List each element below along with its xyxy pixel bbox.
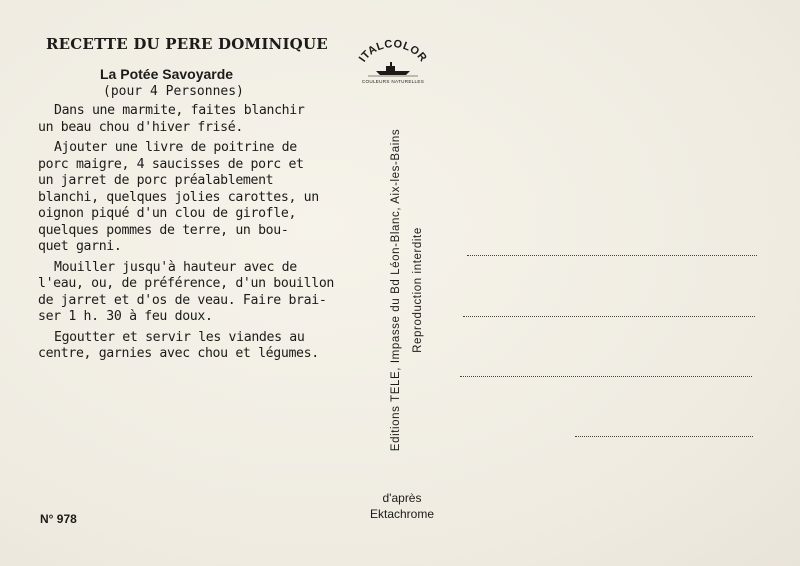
photo-credit-line: Ektachrome [369,507,435,521]
svg-text:ITALCOLOR [357,38,429,64]
recipe-servings: (pour 4 Personnes) [103,84,244,99]
recipe-paragraph: Dans une marmite, faites blanchir un beau chou d'hiver frisé. [38,103,305,135]
recipe-paragraph: Mouiller jusqu'à hauteur avec de l'eau, ou, de préférence, d'un bouillon de jarret et d'os de veau. Faire brai- ser 1 h. 30 à feu doux. [38,259,334,324]
publisher-info [368,100,448,480]
ship-icon [368,62,418,76]
recipe-header: RECETTE DU PERE DOMINIQUE [46,35,328,53]
address-line [575,436,753,437]
recipe-title: La Potée Savoyarde [100,66,234,82]
address-line [460,376,752,377]
italcolor-logo [340,32,446,86]
publisher-address: Editions TELE, Impasse du Bd Léon-Blanc, Aix-les-Bains [390,128,402,452]
reproduction-notice: Reproduction interdite [412,227,424,353]
photo-credit [352,490,452,522]
recipe-body [38,103,338,367]
logo-brand-text: ITALCOLOR [356,38,430,65]
address-line [467,255,757,256]
photo-credit-line: d'après [382,491,422,505]
recipe-paragraph: Ajouter une livre de poitrine de porc maigre, 4 saucisses de porc et un jarret de porc préalablement blanchi, quelques jolies carottes, un oignon piqué d'un clou de girofle, quelques pommes de terre, un bou- quet garni. [38,140,319,254]
recipe-paragraph: Egoutter et servir les viandes au centre, garnies avec chou et légumes. [38,329,319,361]
card-number: N° 978 [40,512,77,526]
logo-tagline: COULEURS NATURELLES [361,79,425,84]
address-line [463,316,755,317]
